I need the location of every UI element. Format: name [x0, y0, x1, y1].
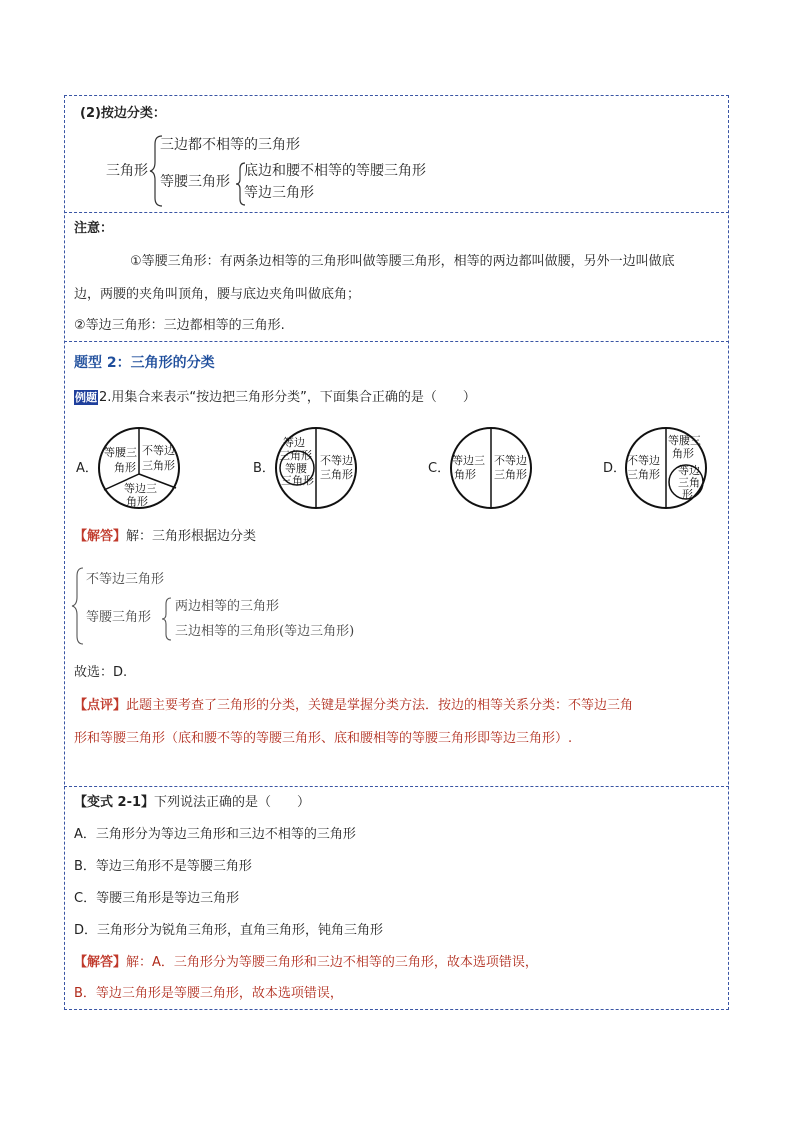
region-label: 等边: [678, 464, 700, 477]
tree-branch: 等腰三角形: [160, 174, 230, 190]
region-label: 等边三: [124, 482, 157, 495]
tree-item: 不等边三角形: [86, 572, 165, 587]
venn-diagram-c: [448, 426, 534, 510]
region-label: 形: [682, 488, 693, 501]
note-line: ①等腰三角形：有两条边相等的三角形叫做等腰三角形，相等的两边都叫做腰，另外一边叫做底: [130, 254, 675, 269]
topic-title: 题型 2：三角形的分类: [74, 355, 215, 371]
venn-diagram-a: [96, 426, 182, 510]
note-line: 边，两腰的夹角叫顶角，腰与底边夹角叫做底角；: [74, 287, 361, 302]
example-question: 2.用集合来表示“按边把三角形分类”，下面集合正确的是（ ）: [99, 390, 476, 405]
region-label: 角形: [672, 447, 694, 460]
variant-answer-line: [74, 954, 538, 972]
region-label: 不等边: [627, 454, 660, 467]
variant-option: C．等腰三角形是等边三角形: [74, 891, 240, 906]
region-label: 角形: [114, 461, 136, 474]
region-label: 不等边: [142, 444, 175, 457]
region-label: 三角形: [627, 468, 660, 481]
comment-text: 此题主要考查了三角形的分类，关键是掌握分类方法．按边的相等关系分类：不等边三角: [126, 698, 634, 713]
comment-tag: 【点评】: [74, 698, 127, 713]
example-badge: 例题: [75, 391, 97, 404]
option-label: D．: [603, 461, 627, 476]
variant-option: A．三角形分为等边三角形和三边不相等的三角形: [74, 827, 356, 842]
tree-leaf: 等边三角形: [244, 185, 314, 201]
divider: [64, 341, 729, 342]
variant-tag: 【变式 2-1】: [74, 795, 155, 810]
region-label: 不等边: [494, 454, 527, 467]
variant-option: B．等边三角形不是等腰三角形: [74, 859, 252, 874]
venn-diagram-d: [623, 426, 709, 510]
comment-line: 形和等腰三角形（底和腰不等的等腰三角形、底和腰相等的等腰三角形即等边三角形）.: [74, 731, 573, 746]
region-label: 等腰三: [104, 446, 137, 459]
variant-option: D．三角形分为锐角三角形，直角三角形，钝角三角形: [74, 923, 384, 938]
region-label: 等边: [283, 436, 305, 449]
variant-answer-line: B．等边三角形是等腰三角形，故本选项错误，: [74, 986, 343, 1001]
region-label: 角形: [126, 495, 148, 508]
region-label: 等边三: [452, 454, 485, 467]
comment-line: [74, 697, 633, 715]
variant-question-line: [74, 794, 310, 812]
answer-line: [74, 528, 256, 546]
region-label: 等腰三: [668, 434, 701, 447]
brace-icon: [70, 566, 86, 646]
answer-text: 解：三角形根据边分类: [126, 529, 257, 544]
tree-branch: 三边都不相等的三角形: [160, 137, 300, 153]
tree-root: 三角形: [106, 163, 148, 179]
region-label: 不等边: [320, 454, 353, 467]
divider: [64, 786, 729, 787]
tree-item: 两边相等的三角形: [175, 599, 280, 614]
answer-choice: 故选：D.: [74, 665, 128, 680]
note-line: ②等边三角形：三边都相等的三角形.: [74, 318, 285, 333]
section-heading: (2)按边分类：: [80, 106, 166, 121]
tree-leaf: 底边和腰不相等的等腰三角形: [244, 163, 426, 179]
region-label: 等腰: [285, 462, 307, 475]
answer-tag: 【解答】: [74, 529, 127, 544]
variant-question: 下列说法正确的是（ ）: [154, 795, 311, 810]
option-label: C．: [428, 461, 451, 476]
venn-diagram-b: [273, 426, 359, 510]
note-title: 注意：: [74, 221, 114, 236]
region-label: 三角形: [281, 474, 314, 487]
option-label: A．: [76, 461, 98, 476]
region-label: 角形: [454, 468, 476, 481]
region-label: 三角: [678, 476, 700, 489]
tree-item: 等腰三角形: [86, 610, 152, 625]
region-label: 三角形: [320, 468, 353, 481]
region-label: 三角形: [279, 449, 312, 462]
divider: [64, 212, 729, 213]
tree-item: 三边相等的三角形(等边三角形): [175, 624, 355, 639]
brace-icon: [160, 596, 174, 642]
region-label: 三角形: [494, 468, 527, 481]
option-label: B．: [253, 461, 275, 476]
answer-tag: 【解答】: [74, 955, 127, 970]
answer-text: 解：A．三角形分为等腰三角形和三边不相等的三角形，故本选项错误，: [126, 955, 538, 970]
region-label: 三角形: [142, 459, 175, 472]
